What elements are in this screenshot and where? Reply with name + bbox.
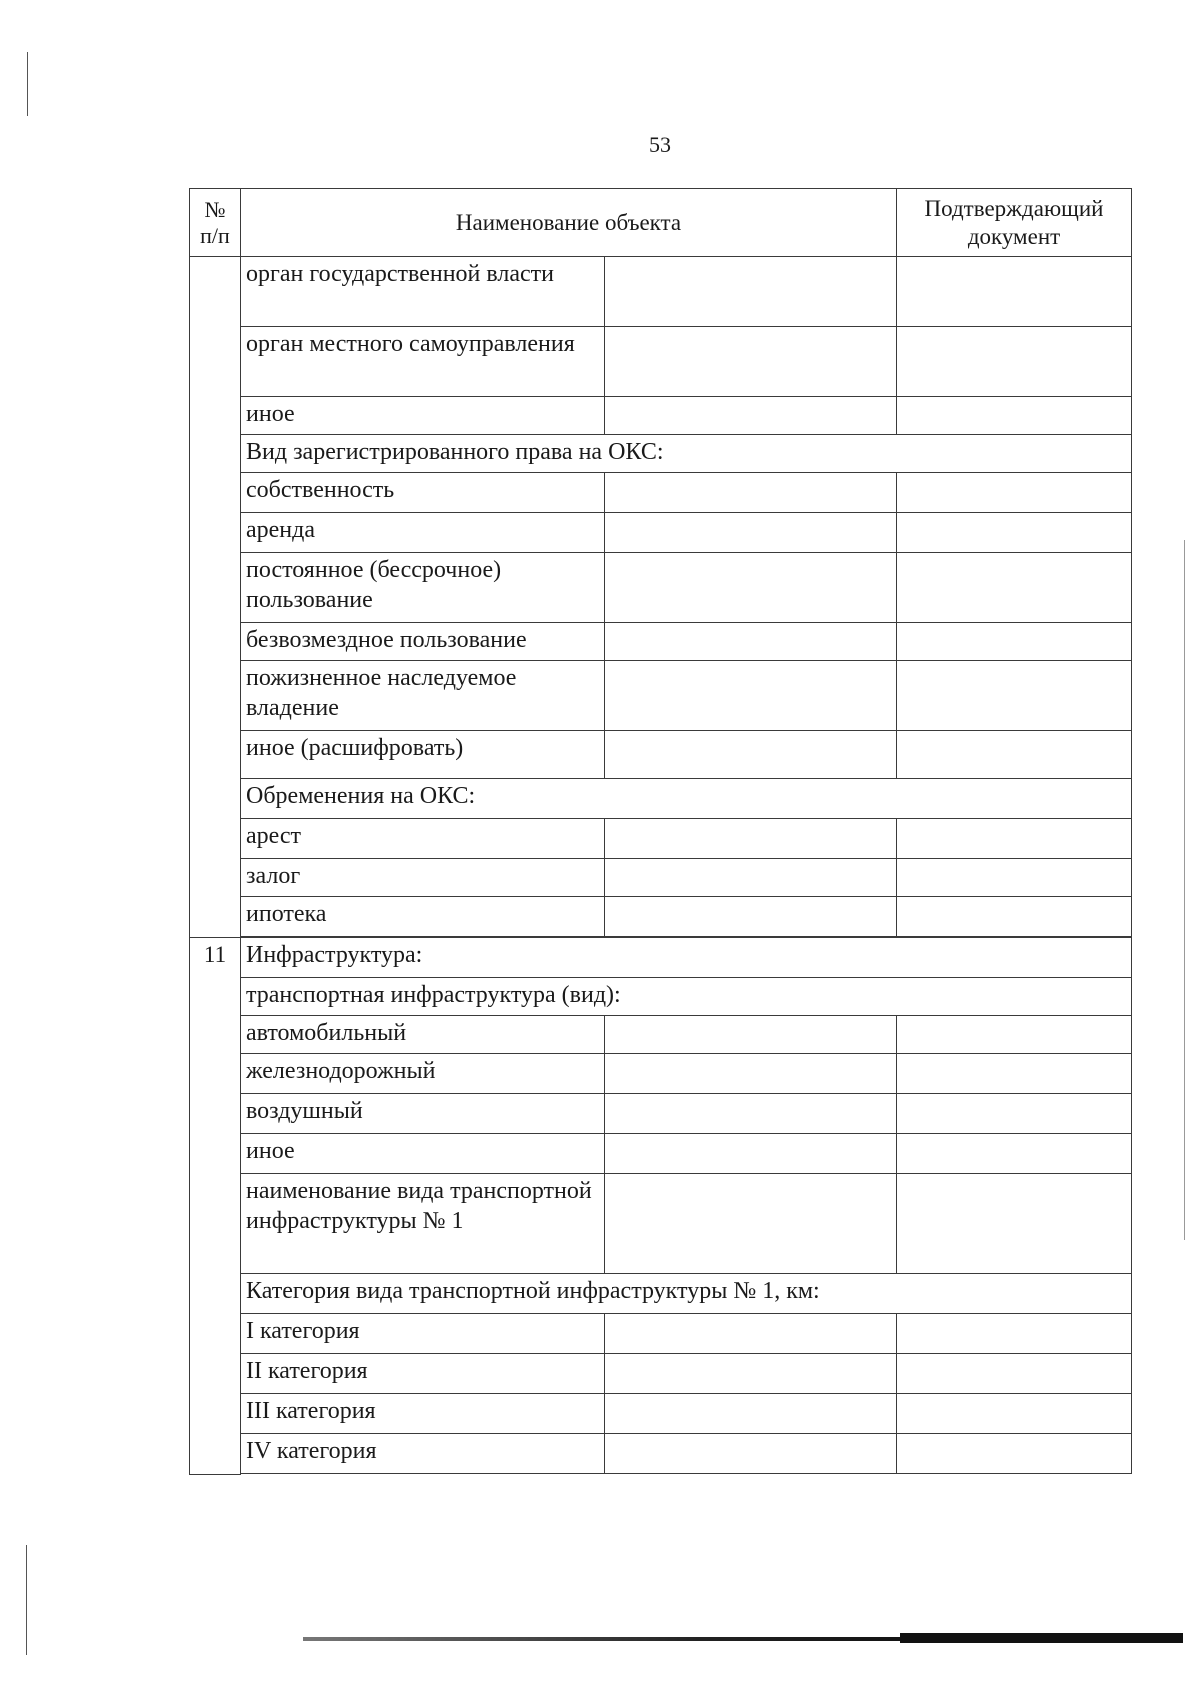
table-row [190,473,1132,513]
row-label: орган местного самоуправления [241,327,605,397]
table-row [190,1434,1132,1474]
document-cell [897,819,1132,859]
row-number-cell: 11 [190,938,241,1475]
table-row [190,1016,1132,1054]
table-row [190,978,1132,1016]
document-cell [897,1314,1132,1354]
value-cell [605,623,897,661]
spacer-cell [241,1474,1132,1475]
value-cell [605,1434,897,1474]
table-row [190,1274,1132,1314]
table-row [190,513,1132,553]
scan-edge-line-bottom-left [26,1545,27,1655]
table-row [190,661,1132,731]
footer-rule-thick [900,1633,1183,1643]
table-row [190,1054,1132,1094]
value-cell [605,327,897,397]
row-label: воздушный [241,1094,605,1134]
table-row [190,435,1132,473]
scan-edge-line-top-left [27,52,28,116]
row-label: I категория [241,1314,605,1354]
table-row [190,779,1132,819]
document-cell [897,327,1132,397]
section-heading-category: Категория вида транспортной инфраструктуры № 1, км: [241,1274,1132,1314]
document-cell [897,257,1132,327]
row-label: арест [241,819,605,859]
row-label: аренда [241,513,605,553]
section-heading-encumbrances: Обременения на ОКС: [241,779,1132,819]
row-label: безвозмездное пользование [241,623,605,661]
row-label: автомобильный [241,1016,605,1054]
value-cell [605,257,897,327]
table-row [190,1174,1132,1274]
table-row [190,1134,1132,1174]
page-number: 53 [649,132,671,157]
row-label: III категория [241,1394,605,1434]
table-row [190,1314,1132,1354]
value-cell [605,1134,897,1174]
row-label: иное [241,397,605,435]
table-row [190,397,1132,435]
section-heading-rights: Вид зарегистрированного права на ОКС: [241,435,1132,473]
header-object-name: Наименование объекта [241,189,897,257]
document-cell [897,473,1132,513]
row-label: II категория [241,1354,605,1394]
document-cell [897,1434,1132,1474]
table-row [190,938,1132,978]
document-cell [897,731,1132,779]
table-row [190,553,1132,623]
row-label: железнодорожный [241,1054,605,1094]
spacer-row [190,1474,1132,1475]
table-row [190,819,1132,859]
row-label: собственность [241,473,605,513]
section-heading-transport: транспортная инфраструктура (вид): [241,978,1132,1016]
table-row [190,327,1132,397]
value-cell [605,513,897,553]
document-cell [897,513,1132,553]
table-row [190,1354,1132,1394]
value-cell [605,1174,897,1274]
table-row [190,1394,1132,1434]
table-row [190,859,1132,897]
scan-edge-line-right [1184,540,1185,1240]
table-row [190,1094,1132,1134]
document-cell [897,1174,1132,1274]
header-confirming-document: Подтверждающий документ [897,189,1132,257]
document-cell [897,397,1132,435]
row-label: иное (расшифровать) [241,731,605,779]
row-label: постоянное (бессрочное) пользование [241,553,605,623]
row-label: наименование вида транспортной инфраструктуры № 1 [241,1174,605,1274]
row-number-cell [190,257,241,938]
document-cell [897,1016,1132,1054]
document-cell [897,859,1132,897]
document-cell [897,553,1132,623]
row-label: IV категория [241,1434,605,1474]
value-cell [605,1054,897,1094]
value-cell [605,1394,897,1434]
value-cell [605,859,897,897]
document-cell [897,1094,1132,1134]
value-cell [605,661,897,731]
document-cell [897,1354,1132,1394]
table-header-row [190,189,1132,257]
row-label: ипотека [241,897,605,937]
value-cell [605,819,897,859]
row-label: залог [241,859,605,897]
document-cell [897,1054,1132,1094]
table-row [190,897,1132,937]
value-cell [605,897,897,937]
value-cell [605,731,897,779]
document-cell [897,897,1132,937]
document-cell [897,1394,1132,1434]
value-cell [605,397,897,435]
table-row [190,731,1132,779]
document-cell [897,1134,1132,1174]
value-cell [605,1354,897,1394]
row-label: иное [241,1134,605,1174]
table-row [190,623,1132,661]
row-label: орган государственной власти [241,257,605,327]
document-cell [897,623,1132,661]
document-cell [897,661,1132,731]
value-cell [605,473,897,513]
value-cell [605,1016,897,1054]
header-number: № п/п [190,189,241,257]
value-cell [605,553,897,623]
row-label: пожизненное наследуемое владение [241,661,605,731]
value-cell [605,1094,897,1134]
value-cell [605,1314,897,1354]
section-heading-infrastructure: Инфраструктура: [241,938,1132,978]
form-table [189,188,1132,1475]
table-row [190,257,1132,327]
